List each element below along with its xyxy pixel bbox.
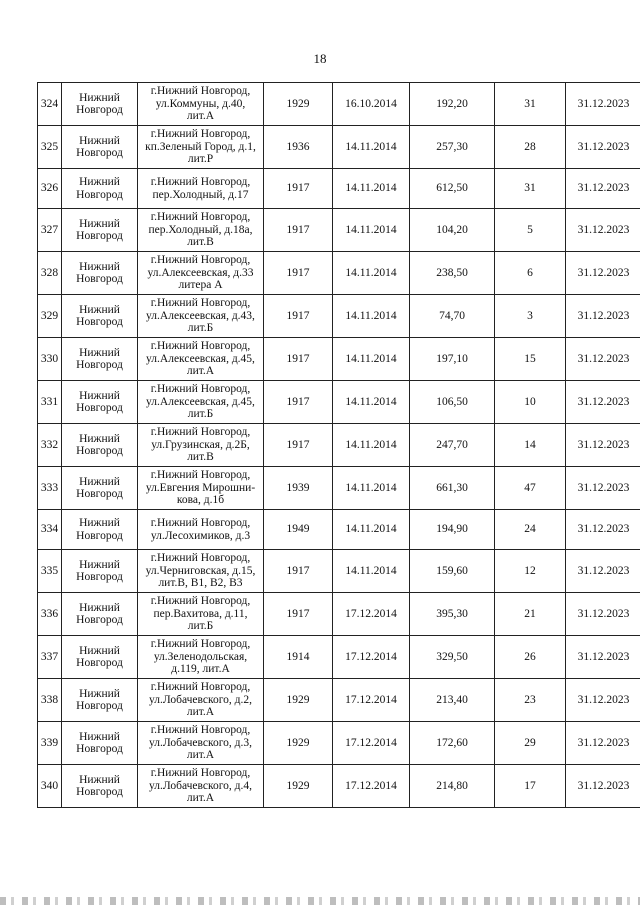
address-cell xyxy=(138,765,264,808)
deadline-cell: 31.12.2023 xyxy=(566,722,640,765)
address-cell-line: ул.Алексеевская, д.45, xyxy=(146,352,255,365)
deadline-cell: 31.12.2023 xyxy=(566,550,640,593)
city-cell xyxy=(62,252,138,295)
address-cell xyxy=(138,593,264,636)
year-cell: 1917 xyxy=(264,424,333,467)
table-row xyxy=(38,209,640,252)
area-cell: 192,20 xyxy=(410,83,495,126)
table-row xyxy=(38,295,640,338)
year-cell: 1929 xyxy=(264,679,333,722)
address-cell-line: лит.Б xyxy=(187,620,214,633)
address-cell-line: г.Нижний Новгород, xyxy=(150,254,251,267)
row-number-cell: 326 xyxy=(38,169,62,209)
year-cell: 1939 xyxy=(264,467,333,510)
address-cell-line: ул.Лобачевского, д.2, xyxy=(148,693,252,706)
address-cell-line: ул.Алексеевская, д.45, xyxy=(146,395,255,408)
address-cell-line: ул.Коммуны, д.40, xyxy=(155,97,246,110)
address-cell-line: г.Нижний Новгород, xyxy=(150,638,251,651)
address-cell xyxy=(138,83,264,126)
quantity-cell: 12 xyxy=(495,550,566,593)
city-cell-line: Новгород xyxy=(76,402,123,414)
address-cell-line: лит.Р xyxy=(187,153,214,166)
address-cell-line: лит.В xyxy=(187,451,214,464)
year-cell: 1917 xyxy=(264,209,333,252)
address-cell-line: г.Нижний Новгород, xyxy=(150,724,251,737)
address-cell xyxy=(138,169,264,209)
address-cell-line: г.Нижний Новгород, xyxy=(150,767,251,780)
date-cell: 14.11.2014 xyxy=(333,424,410,467)
address-cell xyxy=(138,338,264,381)
year-cell: 1929 xyxy=(264,83,333,126)
address-cell-line: г.Нижний Новгород, xyxy=(150,128,251,141)
scan-edge-artifact xyxy=(0,897,640,905)
city-cell-line: Новгород xyxy=(76,316,123,328)
quantity-cell: 28 xyxy=(495,126,566,169)
city-cell-line: Новгород xyxy=(76,657,123,669)
address-cell-line: ул.Алексеевская, д.33 xyxy=(147,266,254,279)
area-cell: 395,30 xyxy=(410,593,495,636)
city-cell-line: Новгород xyxy=(76,230,123,242)
table-row xyxy=(38,424,640,467)
address-cell-line: ул.Лесохимиков, д.3 xyxy=(150,529,251,542)
city-cell xyxy=(62,510,138,550)
row-number-cell: 336 xyxy=(38,593,62,636)
address-cell-line: пер.Холодный, д.18а, xyxy=(148,223,253,236)
date-cell: 14.11.2014 xyxy=(333,510,410,550)
row-number-cell: 337 xyxy=(38,636,62,679)
quantity-cell: 23 xyxy=(495,679,566,722)
year-cell: 1917 xyxy=(264,252,333,295)
table-row xyxy=(38,381,640,424)
registry-table-body xyxy=(38,83,640,808)
city-cell xyxy=(62,679,138,722)
row-number-cell: 329 xyxy=(38,295,62,338)
area-cell: 612,50 xyxy=(410,169,495,209)
deadline-cell: 31.12.2023 xyxy=(566,765,640,808)
row-number-cell: 338 xyxy=(38,679,62,722)
quantity-cell: 5 xyxy=(495,209,566,252)
table-row xyxy=(38,636,640,679)
address-cell xyxy=(138,550,264,593)
year-cell: 1949 xyxy=(264,510,333,550)
city-cell-line: Новгород xyxy=(76,786,123,798)
table-row xyxy=(38,467,640,510)
city-cell-line: Новгород xyxy=(76,571,123,583)
deadline-cell: 31.12.2023 xyxy=(566,169,640,209)
date-cell: 17.12.2014 xyxy=(333,765,410,808)
date-cell: 14.11.2014 xyxy=(333,209,410,252)
city-cell-line: Нижний xyxy=(79,346,120,359)
address-cell xyxy=(138,381,264,424)
quantity-cell: 31 xyxy=(495,83,566,126)
row-number-cell: 324 xyxy=(38,83,62,126)
quantity-cell: 6 xyxy=(495,252,566,295)
area-cell: 214,80 xyxy=(410,765,495,808)
city-cell-line: Нижний xyxy=(79,687,120,700)
city-cell xyxy=(62,209,138,252)
address-cell-line: лит.А xyxy=(186,706,215,719)
city-cell-line: Новгород xyxy=(76,488,123,500)
date-cell: 17.12.2014 xyxy=(333,593,410,636)
quantity-cell: 21 xyxy=(495,593,566,636)
table-row xyxy=(38,338,640,381)
table-row xyxy=(38,765,640,808)
city-cell-line: Новгород xyxy=(76,700,123,712)
row-number-cell: 332 xyxy=(38,424,62,467)
address-cell xyxy=(138,510,264,550)
year-cell: 1917 xyxy=(264,381,333,424)
year-cell: 1936 xyxy=(264,126,333,169)
address-cell-line: г.Нижний Новгород, xyxy=(150,340,251,353)
address-cell-line: лит.А xyxy=(186,365,215,378)
address-cell-line: кова, д.1б xyxy=(176,494,225,507)
city-cell xyxy=(62,765,138,808)
address-cell-line: г.Нижний Новгород, xyxy=(150,383,251,396)
city-cell xyxy=(62,126,138,169)
city-cell xyxy=(62,636,138,679)
deadline-cell: 31.12.2023 xyxy=(566,295,640,338)
address-cell-line: ул.Евгения Мирошни- xyxy=(145,481,256,494)
row-number-cell: 327 xyxy=(38,209,62,252)
address-cell-line: г.Нижний Новгород, xyxy=(150,426,251,439)
row-number-cell: 330 xyxy=(38,338,62,381)
year-cell: 1929 xyxy=(264,722,333,765)
deadline-cell: 31.12.2023 xyxy=(566,636,640,679)
date-cell: 14.11.2014 xyxy=(333,338,410,381)
date-cell: 14.11.2014 xyxy=(333,467,410,510)
deadline-cell: 31.12.2023 xyxy=(566,467,640,510)
row-number-cell: 339 xyxy=(38,722,62,765)
deadline-cell: 31.12.2023 xyxy=(566,126,640,169)
city-cell-line: Нижний xyxy=(79,217,120,230)
city-cell-line: Нижний xyxy=(79,303,120,316)
date-cell: 14.11.2014 xyxy=(333,169,410,209)
address-cell-line: ул.Алексеевская, д.43, xyxy=(146,309,255,322)
address-cell-line: г.Нижний Новгород, xyxy=(150,517,251,529)
address-cell-line: г.Нижний Новгород, xyxy=(150,552,251,565)
city-cell xyxy=(62,593,138,636)
deadline-cell: 31.12.2023 xyxy=(566,381,640,424)
address-cell-line: г.Нижний Новгород, xyxy=(150,176,251,188)
quantity-cell: 26 xyxy=(495,636,566,679)
year-cell: 1917 xyxy=(264,169,333,209)
city-cell-line: Новгород xyxy=(76,743,123,755)
city-cell xyxy=(62,467,138,510)
city-cell-line: Нижний xyxy=(79,773,120,786)
address-cell-line: кп.Зеленый Город, д.1, xyxy=(145,140,256,153)
city-cell-line: Нижний xyxy=(79,517,120,529)
table-row xyxy=(38,126,640,169)
city-cell xyxy=(62,424,138,467)
city-cell-line: Нижний xyxy=(79,644,120,657)
address-cell-line: ул.Лобачевского, д.3, xyxy=(148,736,252,749)
address-cell-line: г.Нижний Новгород, xyxy=(150,681,251,694)
city-cell xyxy=(62,83,138,126)
date-cell: 14.11.2014 xyxy=(333,126,410,169)
city-cell xyxy=(62,295,138,338)
address-cell-line: ул.Зеленодольская, xyxy=(153,650,248,663)
city-cell-line: Новгород xyxy=(76,445,123,457)
quantity-cell: 31 xyxy=(495,169,566,209)
address-cell-line: г.Нижний Новгород, xyxy=(150,297,251,310)
table-row xyxy=(38,252,640,295)
row-number-cell: 331 xyxy=(38,381,62,424)
quantity-cell: 17 xyxy=(495,765,566,808)
area-cell: 257,30 xyxy=(410,126,495,169)
area-cell: 247,70 xyxy=(410,424,495,467)
area-cell: 329,50 xyxy=(410,636,495,679)
deadline-cell: 31.12.2023 xyxy=(566,679,640,722)
row-number-cell: 325 xyxy=(38,126,62,169)
address-cell-line: пер.Вахитова, д.11, xyxy=(153,607,248,620)
quantity-cell: 3 xyxy=(495,295,566,338)
city-cell-line: Нижний xyxy=(79,389,120,402)
deadline-cell: 31.12.2023 xyxy=(566,252,640,295)
deadline-cell: 31.12.2023 xyxy=(566,338,640,381)
deadline-cell: 31.12.2023 xyxy=(566,83,640,126)
address-cell xyxy=(138,467,264,510)
table-row xyxy=(38,550,640,593)
address-cell xyxy=(138,209,264,252)
address-cell-line: ул.Лобачевского, д.4, xyxy=(148,779,252,792)
table-row xyxy=(38,83,640,126)
address-cell xyxy=(138,295,264,338)
city-cell-line: Нижний xyxy=(79,475,120,488)
row-number-cell: 334 xyxy=(38,510,62,550)
year-cell: 1917 xyxy=(264,295,333,338)
city-cell-line: Нижний xyxy=(79,91,120,104)
date-cell: 14.11.2014 xyxy=(333,550,410,593)
year-cell: 1917 xyxy=(264,593,333,636)
date-cell: 14.11.2014 xyxy=(333,295,410,338)
address-cell-line: г.Нижний Новгород, xyxy=(150,85,251,98)
address-cell-line: лит.В, В1, В2, В3 xyxy=(158,577,243,590)
row-number-cell: 335 xyxy=(38,550,62,593)
address-cell-line: г.Нижний Новгород, xyxy=(150,469,251,482)
area-cell: 74,70 xyxy=(410,295,495,338)
quantity-cell: 47 xyxy=(495,467,566,510)
city-cell-line: Нижний xyxy=(79,432,120,445)
row-number-cell: 340 xyxy=(38,765,62,808)
row-number-cell: 333 xyxy=(38,467,62,510)
year-cell: 1914 xyxy=(264,636,333,679)
address-cell-line: ул.Грузинская, д.2Б, xyxy=(151,438,250,451)
table-row xyxy=(38,593,640,636)
quantity-cell: 10 xyxy=(495,381,566,424)
area-cell: 172,60 xyxy=(410,722,495,765)
city-cell-line: Нижний xyxy=(79,558,120,571)
date-cell: 17.12.2014 xyxy=(333,679,410,722)
quantity-cell: 14 xyxy=(495,424,566,467)
quantity-cell: 15 xyxy=(495,338,566,381)
housing-registry-table xyxy=(37,82,640,808)
table-row xyxy=(38,510,640,550)
deadline-cell: 31.12.2023 xyxy=(566,424,640,467)
city-cell-line: Новгород xyxy=(76,273,123,285)
area-cell: 194,90 xyxy=(410,510,495,550)
area-cell: 106,50 xyxy=(410,381,495,424)
address-cell-line: лит.Б xyxy=(187,322,214,335)
year-cell: 1917 xyxy=(264,550,333,593)
city-cell-line: Нижний xyxy=(79,260,120,273)
table-row xyxy=(38,169,640,209)
city-cell-line: Новгород xyxy=(76,359,123,371)
date-cell: 17.12.2014 xyxy=(333,636,410,679)
area-cell: 238,50 xyxy=(410,252,495,295)
deadline-cell: 31.12.2023 xyxy=(566,209,640,252)
city-cell-line: Нижний xyxy=(79,176,120,188)
quantity-cell: 29 xyxy=(495,722,566,765)
city-cell-line: Новгород xyxy=(76,104,123,116)
city-cell-line: Нижний xyxy=(79,730,120,743)
address-cell-line: литера А xyxy=(178,279,223,292)
address-cell-line: лит.В xyxy=(187,236,214,249)
address-cell-line: ул.Черниговская, д.15, xyxy=(145,564,256,577)
date-cell: 16.10.2014 xyxy=(333,83,410,126)
date-cell: 17.12.2014 xyxy=(333,722,410,765)
area-cell: 213,40 xyxy=(410,679,495,722)
city-cell xyxy=(62,550,138,593)
address-cell xyxy=(138,252,264,295)
table-row xyxy=(38,722,640,765)
address-cell xyxy=(138,722,264,765)
quantity-cell: 24 xyxy=(495,510,566,550)
city-cell xyxy=(62,169,138,209)
area-cell: 197,10 xyxy=(410,338,495,381)
city-cell-line: Нижний xyxy=(79,134,120,147)
deadline-cell: 31.12.2023 xyxy=(566,510,640,550)
address-cell-line: лит.А xyxy=(186,792,215,805)
row-number-cell: 328 xyxy=(38,252,62,295)
address-cell-line: д.119, лит.А xyxy=(171,663,230,676)
table-row xyxy=(38,679,640,722)
address-cell-line: лит.А xyxy=(186,110,215,123)
address-cell xyxy=(138,679,264,722)
city-cell-line: Новгород xyxy=(76,147,123,159)
page-number: 18 xyxy=(313,51,327,66)
area-cell: 159,60 xyxy=(410,550,495,593)
deadline-cell: 31.12.2023 xyxy=(566,593,640,636)
date-cell: 14.11.2014 xyxy=(333,252,410,295)
area-cell: 104,20 xyxy=(410,209,495,252)
address-cell-line: пер.Холодный, д.17 xyxy=(152,188,249,201)
address-cell xyxy=(138,636,264,679)
year-cell: 1917 xyxy=(264,338,333,381)
city-cell xyxy=(62,722,138,765)
city-cell-line: Нижний xyxy=(79,601,120,614)
address-cell xyxy=(138,126,264,169)
city-cell xyxy=(62,381,138,424)
city-cell-line: Новгород xyxy=(76,614,123,626)
city-cell xyxy=(62,338,138,381)
address-cell-line: лит.А xyxy=(186,749,215,762)
address-cell-line: г.Нижний Новгород, xyxy=(150,595,251,608)
address-cell-line: г.Нижний Новгород, xyxy=(150,211,251,224)
address-cell xyxy=(138,424,264,467)
date-cell: 14.11.2014 xyxy=(333,381,410,424)
area-cell: 661,30 xyxy=(410,467,495,510)
address-cell-line: лит.Б xyxy=(187,408,214,421)
city-cell-line: Новгород xyxy=(76,529,123,542)
year-cell: 1929 xyxy=(264,765,333,808)
city-cell-line: Новгород xyxy=(76,188,123,201)
